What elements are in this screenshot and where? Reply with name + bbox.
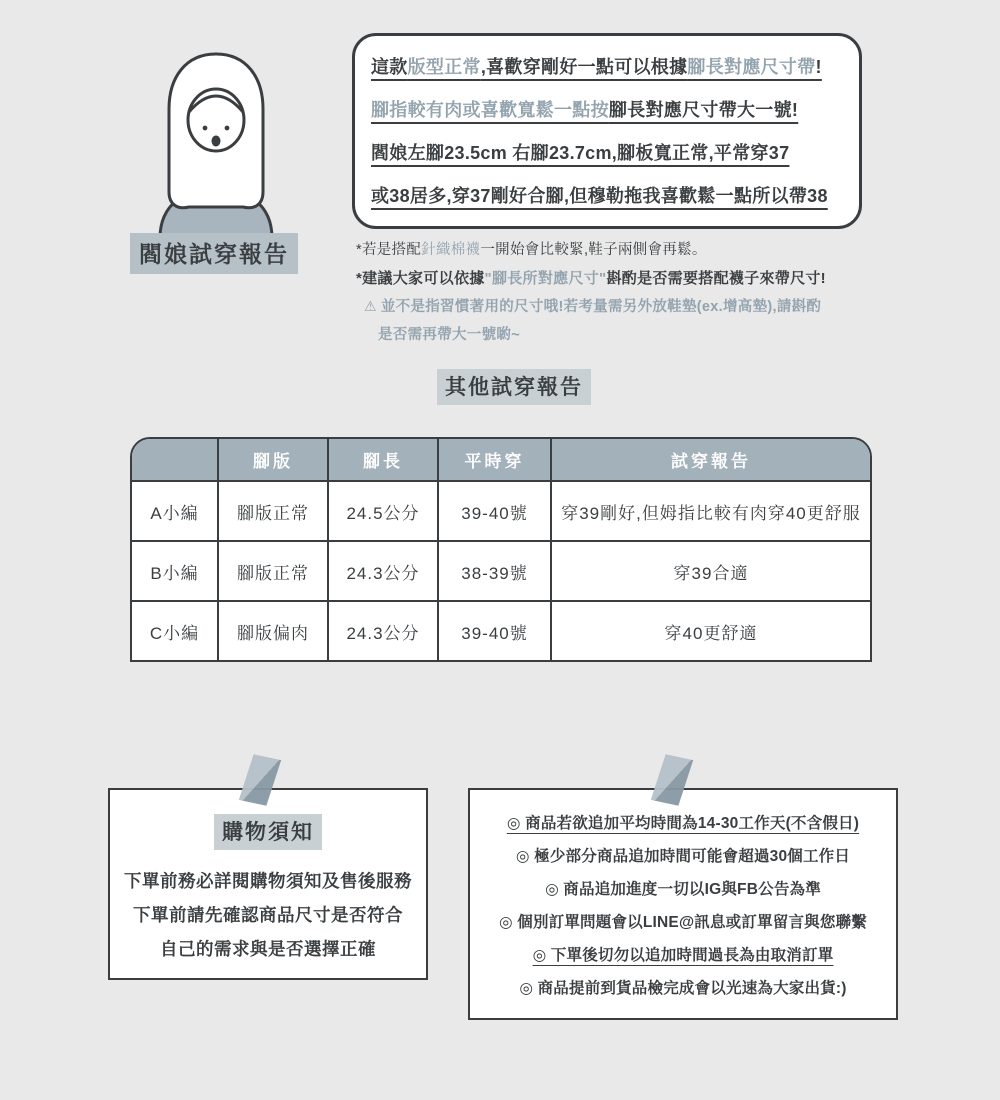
table-header-cell: 平時穿	[437, 439, 550, 480]
table-header-cell: 腳版	[217, 439, 327, 480]
left-eye	[203, 126, 208, 131]
note-text: *若是搭配	[356, 242, 422, 258]
note-line-2	[356, 268, 916, 289]
table-header-cell: 腳長	[327, 439, 437, 480]
mouth	[212, 136, 221, 147]
table-header-cell: 試穿報告	[550, 439, 870, 480]
speech-text: 閻娘左腳23.5cm 右腳23.7cm,腳板寬正常,平常穿37	[371, 143, 790, 163]
table-cell: 24.5公分	[327, 480, 437, 540]
speech-text: ,喜歡穿剛好一點可以根據	[480, 57, 688, 77]
table-row	[132, 480, 870, 540]
table-cell: 24.3公分	[327, 540, 437, 600]
table-cell: 39-40號	[437, 600, 550, 660]
speech-line-3	[371, 132, 843, 175]
speech-bubble	[352, 33, 862, 229]
warning-icon: ⚠	[364, 298, 377, 314]
table-cell-name: B小編	[132, 540, 217, 600]
table-cell-name: C小編	[132, 600, 217, 660]
table-cell: 腳版偏肉	[217, 600, 327, 660]
note-line-1	[356, 240, 916, 261]
table-cell: 穿40更舒適	[550, 600, 870, 660]
table-header-row	[132, 439, 870, 480]
notes	[356, 240, 916, 353]
addition-notice-box	[468, 788, 898, 1020]
speech-line-1	[371, 46, 843, 89]
note-text-accent: "腳長所對應尺寸"	[484, 270, 607, 287]
table-cell: 腳版正常	[217, 480, 327, 540]
speech-text: 或38居多,穿37剛好合腳,但穆勒拖我喜歡鬆一點所以帶38	[371, 186, 828, 206]
note-line-4	[378, 325, 916, 346]
table-header-cell-empty	[132, 439, 217, 480]
note-line-3	[364, 296, 916, 318]
table-row	[132, 600, 870, 660]
speech-text-accent: 版型正常	[407, 57, 481, 77]
table-row	[132, 540, 870, 600]
addition-notice-line: ◎ 下單後切勿以追加時間過長為由取消訂單	[532, 947, 834, 964]
table-cell-name: A小編	[132, 480, 217, 540]
table-cell: 穿39剛好,但姆指比較有肉穿40更舒服	[550, 480, 870, 540]
speech-line-4	[371, 175, 843, 218]
table-cell: 24.3公分	[327, 600, 437, 660]
speech-text: 這款	[371, 57, 408, 77]
speech-line-2	[371, 89, 843, 132]
shopping-notice-line: 下單前請先確認商品尺寸是否符合	[133, 905, 403, 925]
other-reports-title: 其他試穿報告	[437, 369, 591, 405]
shopping-notice-box	[108, 788, 428, 980]
speech-text: 腳長對應尺寸帶大一號!	[608, 100, 799, 120]
note-text-accent: 針織棉襪	[421, 242, 481, 258]
note-text: *建議大家可以依據	[356, 270, 485, 287]
table-cell: 39-40號	[437, 480, 550, 540]
speech-text-accent: 腳長對應尺寸帶	[687, 57, 816, 77]
table-cell: 穿39合適	[550, 540, 870, 600]
shopping-notice-title: 購物須知	[214, 814, 322, 850]
note-text: 一開始會比較緊,鞋子兩側會再鬆。	[480, 242, 707, 258]
shopping-notice-line: 自己的需求與是否選擇正確	[160, 939, 376, 959]
speech-text: !	[815, 57, 822, 77]
note-text: 斟酌是否需要搭配襪子來帶尺寸!	[606, 270, 826, 287]
addition-notice-line: ◎ 極少部分商品追加時間可能會超過30個工作日	[515, 848, 851, 865]
addition-notice-line: ◎ 商品若欲追加平均時間為14-30工作天(不含假日)	[506, 815, 860, 832]
fitting-report-label: 閻娘試穿報告	[130, 233, 298, 274]
addition-notice-line: ◎ 商品追加進度一切以IG與FB公告為準	[545, 881, 821, 898]
woman-illustration-icon	[140, 46, 292, 238]
addition-notice-line: ◎ 個別訂單問題會以LINE@訊息或訂單留言與您聯繫	[499, 914, 867, 931]
table-cell: 38-39號	[437, 540, 550, 600]
note-text-accent: 是否需再帶大一號喲~	[378, 327, 520, 343]
addition-notice-line: ◎ 商品提前到貨品檢完成會以光速為大家出貨:)	[519, 980, 847, 997]
table-cell: 腳版正常	[217, 540, 327, 600]
shopping-notice-line: 下單前務必詳閱購物須知及售後服務	[124, 871, 412, 891]
note-text-accent: 並不是指習慣著用的尺寸哦!若考量需另外放鞋墊(ex.增高墊),請斟酌	[380, 299, 822, 315]
speech-text-accent: 腳指較有肉或喜歡寬鬆一點按	[371, 100, 609, 120]
avatar	[140, 46, 292, 238]
fitting-report-table	[130, 437, 872, 662]
right-eye	[225, 126, 230, 131]
